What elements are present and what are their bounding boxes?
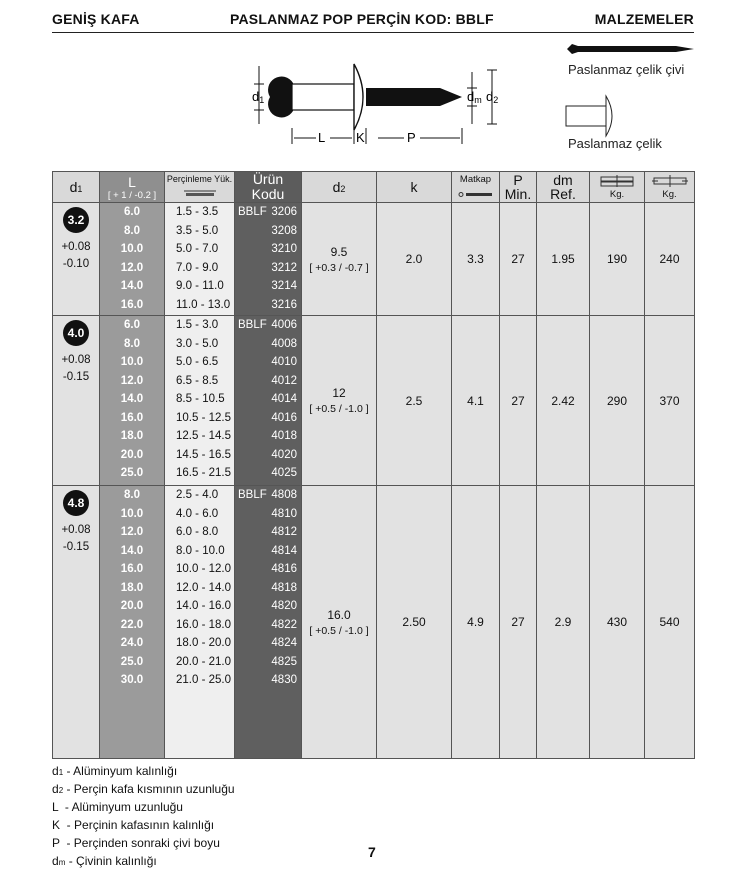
dim-P-label: P (407, 130, 416, 145)
grip-range-cell (165, 316, 235, 486)
length-value: 18.0 (120, 581, 144, 594)
dim-d2-label: d2 (486, 89, 499, 105)
p-min-value-wrap (500, 316, 536, 485)
p-min-value-cell (500, 316, 537, 486)
note-subscript: m (58, 858, 66, 867)
product-code-cell (235, 203, 302, 316)
note-text: - Alüminyum kalınlığı (63, 764, 178, 778)
k-value-cell (377, 486, 452, 759)
product-code-value: 3210 (271, 243, 297, 255)
product-code-line (235, 203, 301, 222)
drill-bit-icon (458, 191, 494, 198)
grip-range-cell (165, 203, 235, 316)
dm-value: 1.95 (551, 252, 575, 266)
grip-range-value: 3.0 - 5.0 (176, 337, 219, 350)
header-right: MALZEMELER (594, 11, 694, 27)
product-code-cell (235, 486, 302, 759)
grip-range-value: 20.0 - 21.0 (176, 655, 231, 668)
product-code-value: 4824 (271, 637, 297, 649)
d2-value: 9.5 (330, 244, 348, 259)
shear-strength-value: 190 (606, 252, 628, 266)
tensile-strength-value-cell (645, 316, 695, 486)
product-code-line (235, 616, 301, 635)
product-code-value: 4006 (271, 319, 297, 331)
p-min-value: 27 (511, 393, 525, 408)
tensile-strength-value: 540 (659, 615, 680, 629)
grip-range-value: 4.0 - 6.0 (176, 507, 219, 520)
product-code-value: 4016 (271, 411, 297, 424)
length-value: 14.0 (120, 280, 144, 292)
note-text: - Perçinin kafasının kalınlığı (60, 818, 215, 832)
grip-range-value: 3.5 - 5.0 (176, 224, 219, 237)
d1-badge: 4.0 (63, 320, 89, 346)
product-code-line (235, 523, 301, 542)
tensile-strength-value-wrap (645, 316, 694, 485)
length-value: 20.0 (120, 448, 144, 461)
d2-value: 12 (332, 386, 346, 400)
product-code-value: 3208 (271, 224, 297, 237)
product-code-value: 3216 (271, 298, 297, 311)
grip-range-value: 21.0 - 25.0 (176, 674, 231, 686)
product-code-value: 4808 (271, 489, 297, 501)
dm-value-cell (537, 486, 590, 759)
table-group-row (53, 203, 695, 316)
drill-value: 4.9 (467, 615, 484, 629)
product-code-line (235, 316, 301, 335)
length-cell (100, 203, 165, 316)
header-drill: Matkap (452, 172, 500, 203)
shear-strength-value-cell (590, 486, 645, 759)
length-value: 6.0 (124, 319, 140, 331)
d2-cell (302, 203, 377, 316)
header-L: L [ + 1 / -0.2 ] (100, 172, 165, 203)
d2-wrap (302, 316, 376, 485)
nail-legend-icon (567, 44, 694, 54)
note-subscript: 2 (58, 786, 64, 795)
k-value: 2.0 (405, 252, 423, 266)
product-code-prefix: BBLF (238, 489, 267, 501)
rivet-flange-shape (354, 64, 363, 130)
grip-range-value: 9.0 - 11.0 (176, 280, 224, 292)
note-symbol: L (52, 800, 59, 814)
shear-strength-value: 430 (606, 615, 628, 629)
length-value: 22.0 (120, 618, 144, 631)
d2-value: 16.0 (327, 607, 351, 622)
d1-cell (53, 203, 100, 316)
note-item (52, 835, 235, 853)
product-code-line (235, 505, 301, 524)
product-code-value: 4010 (271, 356, 297, 368)
product-code-line (235, 240, 301, 259)
dim-dm-label: dm (467, 89, 482, 105)
length-value: 8.0 (124, 224, 140, 237)
product-code-line (235, 296, 301, 315)
grip-range-icon (180, 189, 220, 197)
product-code-value: 4814 (271, 544, 297, 557)
length-value: 16.0 (120, 411, 144, 424)
product-code-line (235, 486, 301, 505)
grip-range-value: 5.0 - 6.5 (176, 356, 219, 368)
table-group-row (53, 316, 695, 486)
tensile-strength-value-wrap (645, 486, 694, 758)
header-title: PASLANMAZ POP PERÇİN KOD: BBLF (230, 11, 494, 27)
grip-range-value: 16.0 - 18.0 (176, 618, 231, 631)
length-value: 10.0 (120, 243, 144, 255)
shear-strength-value-wrap (590, 316, 644, 485)
tolerance-minus: -0.10 (62, 258, 90, 270)
product-code-value: 4025 (271, 467, 297, 479)
header-k: k (377, 172, 452, 203)
header-shear: Kg. (590, 172, 645, 203)
grip-range-value: 6.0 - 8.0 (176, 526, 219, 538)
k-value-wrap (377, 486, 451, 758)
header-p: P Min. (500, 172, 537, 203)
grip-range-value: 12.5 - 14.5 (176, 430, 231, 442)
header-d1: d1 (53, 172, 100, 203)
length-value: 25.0 (120, 467, 144, 479)
length-value: 24.0 (120, 637, 144, 649)
note-symbol: d (52, 782, 59, 796)
product-code-value: 4008 (271, 337, 297, 350)
shear-strength-value-cell (590, 203, 645, 316)
product-code-value: 4825 (271, 655, 297, 668)
note-symbol: d (52, 854, 59, 868)
product-code-line (235, 634, 301, 653)
product-code-value: 3206 (271, 206, 297, 218)
product-code-value: 4830 (271, 674, 297, 686)
k-value: 2.5 (405, 393, 423, 408)
k-value: 2.50 (402, 615, 426, 629)
grip-range-value: 10.5 - 12.5 (176, 411, 231, 424)
p-min-value: 27 (511, 615, 525, 629)
product-code-line (235, 597, 301, 616)
d2-wrap (302, 486, 376, 758)
product-code-line (235, 671, 301, 690)
length-value: 30.0 (120, 674, 144, 686)
product-code-line (235, 560, 301, 579)
product-code-value: 3212 (271, 261, 297, 274)
shear-strength-value: 290 (606, 393, 628, 408)
grip-range-value: 18.0 - 20.0 (176, 637, 231, 649)
d1-cell (53, 486, 100, 759)
note-item (52, 781, 235, 799)
grip-range-value: 5.0 - 7.0 (176, 243, 219, 255)
tensile-strength-value-cell (645, 203, 695, 316)
product-code-value: 4012 (271, 374, 297, 387)
product-code-value: 4818 (271, 581, 297, 594)
shear-strength-value-wrap (590, 486, 644, 758)
grip-range-value: 14.0 - 16.0 (176, 600, 231, 612)
tolerance-minus: -0.15 (62, 371, 90, 383)
dim-d1-label: d1 (252, 89, 265, 105)
p-min-value-cell (500, 486, 537, 759)
tensile-strength-value-cell (645, 486, 695, 759)
dm-value-wrap (537, 203, 589, 315)
k-value-cell (377, 316, 452, 486)
product-code-value: 4820 (271, 600, 297, 612)
product-code-line (235, 653, 301, 672)
length-value: 12.0 (120, 526, 144, 538)
rivet-head-left-shape (268, 77, 293, 118)
length-value: 20.0 (120, 600, 144, 612)
grip-range-value: 8.0 - 10.0 (176, 544, 225, 557)
grip-range-value: 12.0 - 14.0 (176, 581, 231, 594)
d2-tolerance: [ +0.5 / -1.0 ] (309, 624, 369, 637)
header-left: GENİŞ KAFA (52, 11, 140, 27)
nail-protrusion-shape (366, 88, 462, 106)
k-value-wrap (377, 316, 451, 485)
product-code-value: 4812 (271, 526, 297, 538)
tolerance-plus: +0.08 (61, 354, 91, 366)
product-code-line (235, 259, 301, 278)
length-cell (100, 316, 165, 486)
length-value: 10.0 (120, 356, 144, 368)
drill-value-wrap (452, 486, 499, 758)
d2-cell (302, 486, 377, 759)
shear-load-icon (597, 175, 637, 187)
grip-range-value: 1.5 - 3.5 (176, 206, 219, 218)
drill-value-wrap (452, 203, 499, 315)
grip-range-value: 14.5 - 16.5 (176, 448, 231, 461)
product-code-line (235, 335, 301, 354)
dm-value-cell (537, 203, 590, 316)
dim-L-label: L (318, 130, 326, 145)
tolerance-minus: -0.15 (62, 541, 90, 553)
grip-range-value: 6.5 - 8.5 (176, 374, 219, 387)
d1-badge: 4.8 (63, 490, 89, 516)
shear-strength-value-cell (590, 316, 645, 486)
legend-nail-label: Paslanmaz çelik çivi (568, 62, 685, 77)
table-group-row (53, 486, 695, 759)
tolerance-plus: +0.08 (61, 241, 91, 253)
grip-range-value: 2.5 - 4.0 (176, 489, 219, 501)
drill-value-cell (452, 316, 500, 486)
length-value: 8.0 (124, 337, 140, 350)
product-code-line (235, 409, 301, 428)
shear-strength-value-wrap (590, 203, 644, 315)
drill-value-cell (452, 486, 500, 759)
length-value: 8.0 (124, 489, 140, 501)
spec-table (52, 171, 695, 759)
note-text: - Alüminyum uzunluğu (58, 800, 183, 814)
d2-tolerance: [ +0.5 / -1.0 ] (309, 403, 369, 415)
grip-range-value: 16.5 - 21.5 (176, 467, 231, 479)
d2-cell (302, 316, 377, 486)
grip-range-value: 8.5 - 10.5 (176, 393, 225, 405)
d1-cell (53, 316, 100, 486)
product-code-line (235, 277, 301, 296)
sleeve-legend-icon (566, 106, 606, 126)
product-code-line (235, 464, 301, 483)
grip-range-value: 11.0 - 13.0 (176, 298, 231, 311)
header-d2: d2 (302, 172, 377, 203)
legend-body-label: Paslanmaz çelik (568, 136, 662, 151)
length-value: 12.0 (120, 374, 144, 387)
note-item (52, 799, 235, 817)
p-min-value-wrap (500, 486, 536, 758)
d1-badge: 3.2 (63, 207, 89, 233)
tensile-strength-value: 370 (659, 393, 680, 408)
dm-value-wrap (537, 486, 589, 758)
length-value: 6.0 (124, 206, 140, 218)
product-code-line (235, 427, 301, 446)
product-code-value: 4020 (271, 448, 297, 461)
header-product-code: Ürün Kodu (235, 172, 302, 203)
note-item (52, 763, 235, 781)
product-code-line (235, 372, 301, 391)
note-text: - Perçinden sonraki çivi boyu (59, 836, 220, 850)
product-code-line (235, 222, 301, 241)
length-cell (100, 486, 165, 759)
length-value: 16.0 (120, 298, 144, 311)
dm-value-wrap (537, 316, 589, 485)
dim-K-label: K (356, 130, 365, 145)
spec-table-body (53, 203, 695, 759)
product-code-value: 4810 (271, 507, 297, 520)
product-code-line (235, 542, 301, 561)
product-code-value: 4822 (271, 618, 297, 631)
length-value: 16.0 (120, 563, 144, 575)
product-code-line (235, 353, 301, 372)
length-value: 14.0 (120, 544, 144, 557)
tensile-strength-value-wrap (645, 203, 694, 315)
tensile-load-icon (650, 175, 690, 187)
product-code-value: 4014 (271, 393, 297, 405)
grip-range-value: 10.0 - 12.0 (176, 563, 231, 575)
note-symbol: d (52, 764, 59, 778)
note-subscript: 1 (58, 768, 64, 777)
product-code-line (235, 390, 301, 409)
drill-value: 4.1 (467, 393, 484, 408)
header-dm: dm Ref. (537, 172, 590, 203)
product-code-line (235, 446, 301, 465)
product-code-cell (235, 316, 302, 486)
grip-range-value: 7.0 - 9.0 (176, 261, 219, 274)
p-min-value: 27 (511, 252, 525, 266)
d2-tolerance: [ +0.3 / -0.7 ] (309, 261, 369, 274)
product-code-value: 4816 (271, 563, 297, 575)
note-text: - Perçin kafa kısmının uzunluğu (63, 782, 235, 796)
notes-list (52, 763, 235, 871)
note-text: - Çivinin kalınlığı (65, 854, 157, 868)
k-value-cell (377, 203, 452, 316)
product-code-prefix: BBLF (238, 319, 267, 331)
dm-value-cell (537, 316, 590, 486)
length-value: 14.0 (120, 393, 144, 405)
note-item (52, 817, 235, 835)
d2-wrap (302, 203, 376, 315)
rivet-sleeve-shape (292, 84, 354, 110)
header-tensile: Kg. (645, 172, 695, 203)
product-code-value: 3214 (271, 280, 297, 292)
header-grip-range: Perçinleme Yük. (165, 172, 235, 203)
tensile-strength-value: 240 (659, 252, 680, 266)
length-value: 10.0 (120, 507, 144, 520)
note-symbol: K (52, 818, 61, 832)
p-min-value-wrap (500, 203, 536, 315)
length-value: 25.0 (120, 655, 144, 668)
product-code-value: 4018 (271, 430, 297, 442)
length-value: 18.0 (120, 430, 144, 442)
tolerance-plus: +0.08 (61, 524, 91, 536)
drill-value: 3.3 (467, 252, 484, 266)
product-code-prefix: BBLF (238, 206, 267, 218)
product-code-line (235, 579, 301, 598)
drill-value-wrap (452, 316, 499, 485)
page-number: 7 (368, 844, 376, 860)
grip-range-value: 1.5 - 3.0 (176, 319, 219, 331)
p-min-value-cell (500, 203, 537, 316)
drill-value-cell (452, 203, 500, 316)
dm-value: 2.42 (551, 393, 575, 408)
note-item (52, 853, 235, 871)
grip-range-cell (165, 486, 235, 759)
length-value: 12.0 (120, 261, 144, 274)
k-value-wrap (377, 203, 451, 315)
dm-value: 2.9 (554, 615, 572, 629)
note-symbol: P (52, 836, 60, 850)
